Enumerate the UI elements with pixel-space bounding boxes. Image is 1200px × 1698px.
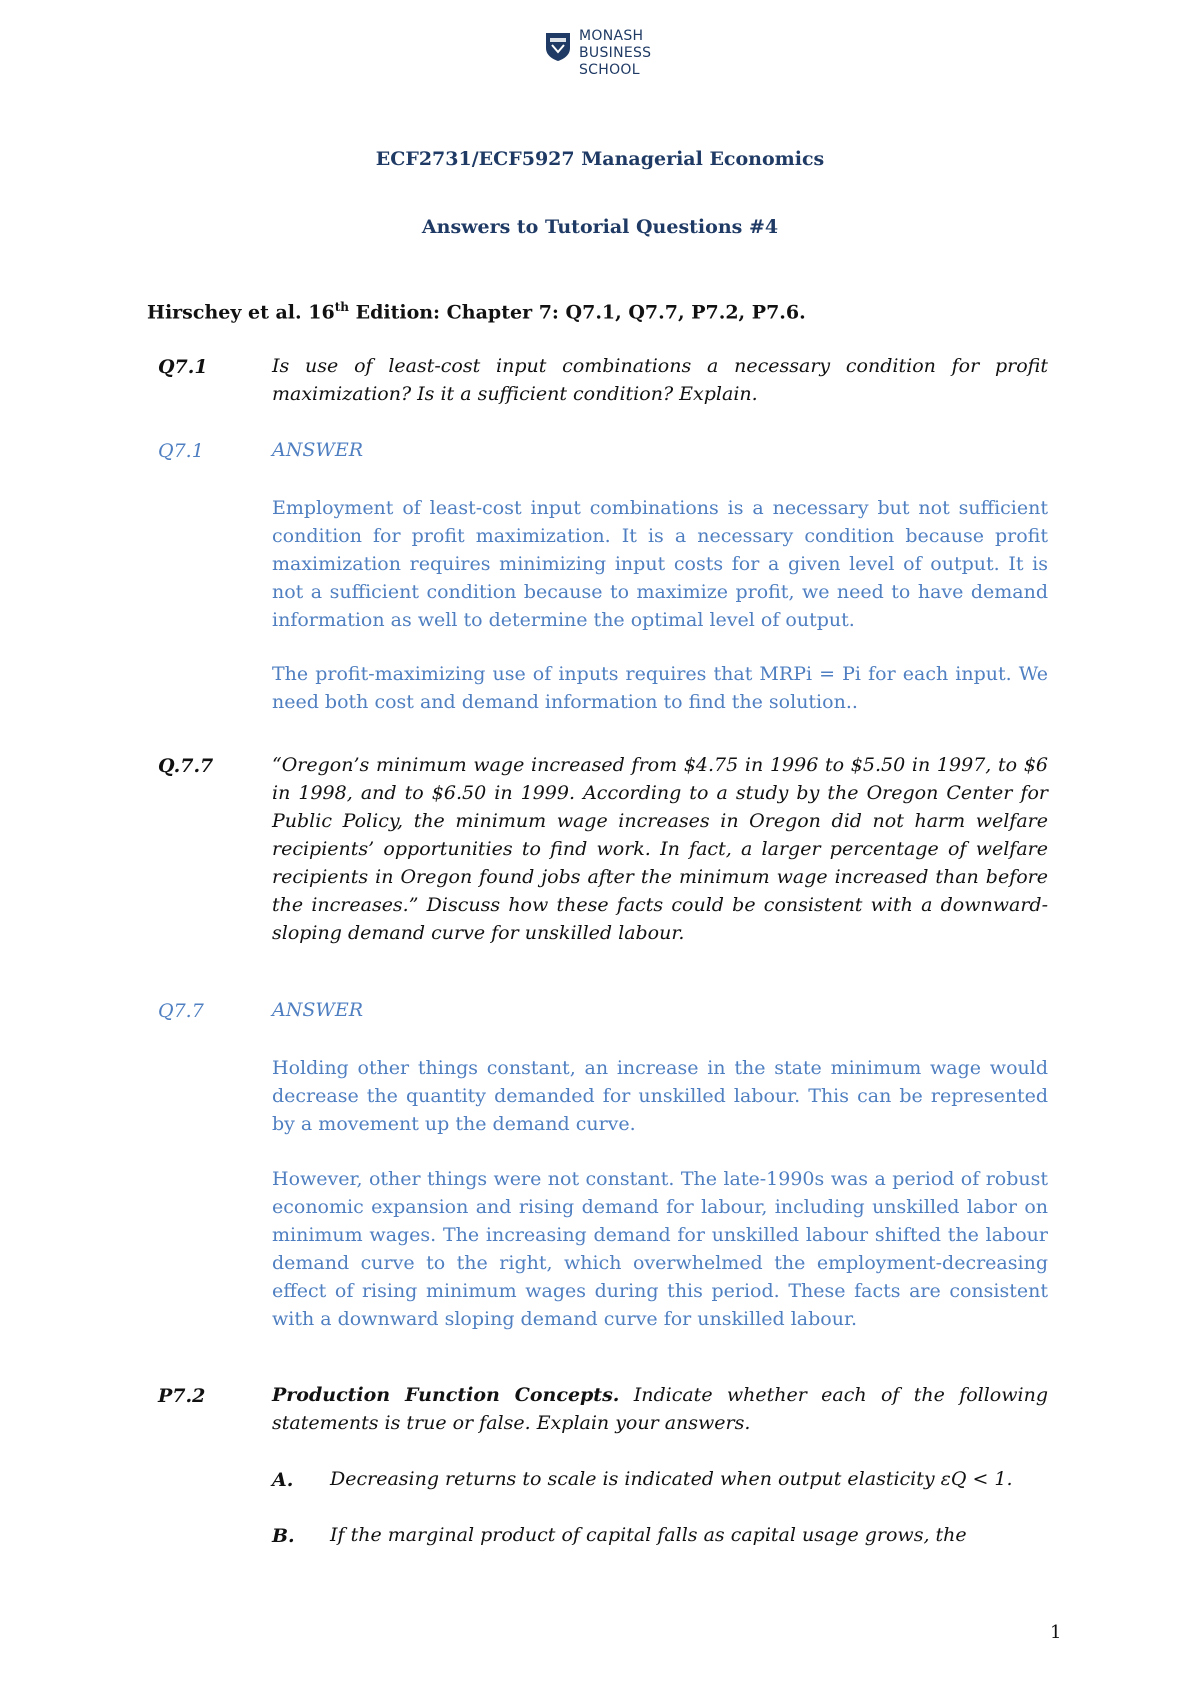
answer-heading: ANSWER xyxy=(272,439,364,461)
logo-line-2: BUSINESS xyxy=(579,45,652,61)
question-text: “Oregon’s minimum wage increased from $4.75 in 1996 to $5.50 in 1997, to $6 in 1998, and to $6.50 in 1999. According to a study by the Oregon Center for Public Policy, the minimum wage increases in Oregon did not harm welfare recipients’ opportunities to find work. In fact, a larger percentage of welfare recipients in Oregon found jobs after the minimum wage increased than before the increases.” Discuss how these facts could be consistent with a downward-sloping demand curve for unskilled labour. xyxy=(272,754,1048,944)
page-number: 1 xyxy=(1050,1622,1062,1643)
shield-icon xyxy=(545,32,571,62)
answer-heading: ANSWER xyxy=(272,999,364,1021)
intro-text: Hirschey et al. 16 xyxy=(147,301,335,324)
question-label: Q7.1 xyxy=(158,356,208,378)
problem-heading: Production Function Concepts. xyxy=(272,1384,620,1406)
problem-text xyxy=(272,1381,1048,1437)
answer-paragraph: The profit-maximizing use of inputs requires that MRPi = Pi for each input. We need both cost and demand information to find the solution.. xyxy=(272,663,1048,713)
problem-label: P7.2 xyxy=(158,1385,206,1407)
answer-paragraph: However, other things were not constant. The late-1990s was a period of robust economic expansion and rising demand for labour, including unskilled labor on minimum wages. The increasing demand for unskilled labour shifted the labour demand curve to the right, which overwhelmed the employment-decreasing effect of rising minimum wages during this period. These facts are consistent with a downward sloping demand curve for unskilled labour. xyxy=(272,1168,1048,1330)
answer-paragraph: Employment of least-cost input combinations is a necessary but not sufficient condition for profit maximization. It is a necessary condition because profit maximization requires minimizing input costs for a given level of output. It is not a sufficient condition because to maximize profit, we need to have demand information as well to determine the optimal level of output. xyxy=(272,497,1048,631)
item-text: If the marginal product of capital falls as capital usage grows, the xyxy=(330,1524,967,1546)
intro-text-end: Edition: Chapter 7: Q7.1, Q7.7, P7.2, P7.6. xyxy=(348,301,806,324)
course-title: ECF2731/ECF5927 Managerial Economics xyxy=(375,148,825,170)
problem-statement: Indicate whether each of the following statements is true or false. Explain your answers. xyxy=(272,1384,1048,1434)
item-label: B. xyxy=(272,1525,295,1547)
chapter-reference xyxy=(147,300,806,323)
monash-logo xyxy=(545,28,651,79)
intro-superscript: th xyxy=(334,300,349,314)
item-text: Decreasing returns to scale is indicated when output elasticity εQ < 1. xyxy=(330,1468,1013,1490)
logo-line-1: MONASH xyxy=(579,28,644,44)
document-title: Answers to Tutorial Questions #4 xyxy=(421,216,779,238)
logo-line-3: SCHOOL xyxy=(579,62,640,78)
answer-paragraph: Holding other things constant, an increase in the state minimum wage would decrease the quantity demanded for unskilled labour. This can be represented by a movement up the demand curve. xyxy=(272,1057,1048,1135)
question-label: Q.7.7 xyxy=(158,755,214,777)
question-text: Is use of least-cost input combinations a necessary condition for profit maximization? Is it a sufficient condition? Explain. xyxy=(272,355,1048,405)
answer-label: Q7.7 xyxy=(158,1000,204,1022)
item-label: A. xyxy=(272,1469,294,1491)
answer-label: Q7.1 xyxy=(158,440,204,462)
